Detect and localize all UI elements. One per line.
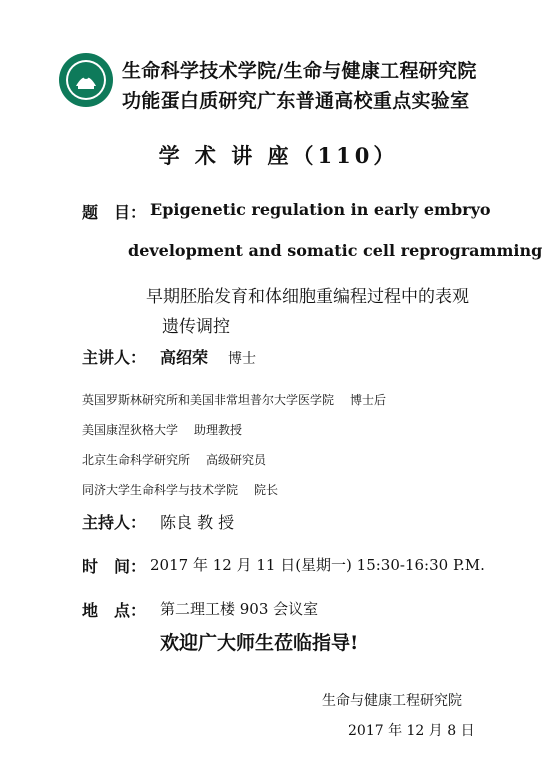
affiliation-org: 美国康涅狄格大学 xyxy=(82,423,179,437)
affiliation-item xyxy=(82,481,278,498)
affiliation-position: 博士后 xyxy=(350,393,387,407)
affiliation-position: 高级研究员 xyxy=(206,453,267,467)
header-line-1: 生命科学技术学院/生命与健康工程研究院 xyxy=(122,60,477,82)
university-logo xyxy=(58,52,114,108)
affiliation-org: 同济大学生命科学与技术学院 xyxy=(82,483,239,497)
topic-label: 题 目： xyxy=(82,203,147,222)
footer-organization: 生命与健康工程研究院 xyxy=(322,693,462,709)
topic-chinese-line-1: 早期胚胎发育和体细胞重编程过程中的表观 xyxy=(146,287,469,307)
place-label: 地 点： xyxy=(82,601,147,620)
topic-chinese-line-2: 遗传调控 xyxy=(162,317,230,337)
affiliation-org: 北京生命科学研究所 xyxy=(82,453,191,467)
lecture-title: 学 术 讲 座（110） xyxy=(158,143,399,168)
time-value: 2017 年 12 月 11 日(星期一) 15:30-16:30 P.M. xyxy=(150,556,485,574)
affiliation-position: 助理教授 xyxy=(194,423,243,437)
affiliation-org: 英国罗斯林研究所和美国非常坦普尔大学医学院 xyxy=(82,393,335,407)
affiliation-position: 院长 xyxy=(254,483,279,497)
footer-date: 2017 年 12 月 8 日 xyxy=(348,723,475,739)
speaker-degree: 博士 xyxy=(228,351,256,367)
header-line-2: 功能蛋白质研究广东普通高校重点实验室 xyxy=(122,90,470,112)
topic-english-line-1: Epigenetic regulation in early embryo xyxy=(150,200,491,219)
affiliation-item xyxy=(82,451,266,468)
welcome-message: 欢迎广大师生莅临指导! xyxy=(160,632,359,654)
affiliation-item xyxy=(82,421,242,438)
speaker-label: 主讲人： xyxy=(82,348,147,367)
host-label: 主持人： xyxy=(82,513,147,532)
speaker-name: 高绍荣 xyxy=(160,348,209,367)
time-label: 时 间： xyxy=(82,557,147,576)
host-name: 陈良 教 授 xyxy=(160,513,235,532)
affiliation-item xyxy=(82,391,386,408)
topic-english-line-2: development and somatic cell reprogramming xyxy=(128,241,543,260)
place-value: 第二理工楼 903 会议室 xyxy=(160,600,319,618)
